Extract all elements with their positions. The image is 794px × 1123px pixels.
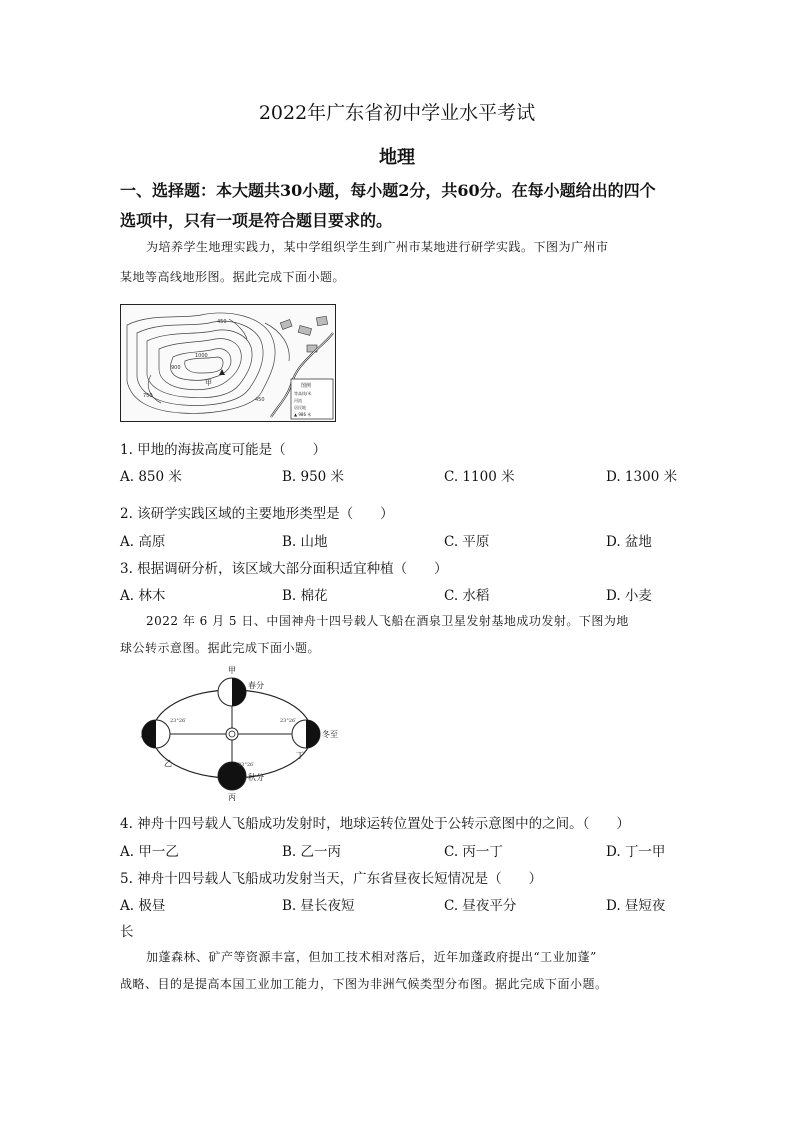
option-d[interactable]: D. 丁一甲 [606,844,666,860]
contour-label: 450 [255,397,265,403]
option-a[interactable]: A. 甲一乙 [120,844,179,860]
option-b[interactable]: B. 棉花 [282,588,328,604]
option-c[interactable]: C. 丙一丁 [444,844,503,860]
option-d[interactable]: D. 昼短夜 [606,898,666,914]
latitude-label: 23°26′ [238,762,255,768]
option-d[interactable]: D. 盆地 [606,534,652,550]
option-b[interactable]: B. 950 米 [282,469,345,485]
section-heading-line2: 选项中，只有一项是符合题目要求的。 [120,211,393,230]
option-d[interactable]: D. 小麦 [606,588,652,604]
option-c[interactable]: C. 平原 [444,534,490,550]
orbit-label-spring: 春分 [248,681,264,690]
legend-title: 图例 [301,383,312,389]
latitude-label: 23°26′ [280,718,297,724]
earth-spring [218,678,246,706]
option-c[interactable]: C. 水稻 [444,588,490,604]
legend-item: 等高线/米 [294,391,312,396]
question-2-stem: 2. 该研学实践区域的主要地形类型是（ ） [120,506,394,522]
section-heading-line1: 一、选择题：本大题共30小题，每小题2分，共60分。在每小题给出的四个 [120,181,656,200]
intro2-line2: 球公转示意图。据此完成下面小题。 [120,641,321,655]
option-b[interactable]: B. 山地 [282,534,328,550]
orbit-label-ding: 丁 [296,751,304,760]
earth-orbit-diagram [140,662,360,804]
question-3-options [120,584,680,604]
option-b[interactable]: B. 昼长夜短 [282,898,355,914]
contour-map [120,304,336,422]
intro3-line1: 加蓬森林、矿产等资源丰富，但加工技术相对落后，近年加蓬政府提出“工业加蓬” [146,950,597,964]
question-5-stem: 5. 神舟十四号载人飞船成功发射当天，广东省昼夜长短情况是（ ） [120,871,543,887]
orbit-label-yi: 乙 [164,759,172,768]
option-a[interactable]: A. 林木 [120,588,166,604]
question-5-options [120,894,680,914]
map-legend [291,379,333,419]
option-c[interactable]: C. 1100 米 [444,469,515,485]
orbit-label-jia: 甲 [228,666,236,675]
legend-item: 河流 [294,398,302,403]
question-3-stem: 3. 根据调研分析，该区域大部分面积适宜种植（ ） [120,561,448,577]
question-5-option-wrap: 长 [120,924,134,940]
intro1-line2: 某地等高线地形图。据此完成下面小题。 [120,270,346,284]
option-c[interactable]: C. 昼夜平分 [444,898,517,914]
orbit-label-autumn: 秋分 [248,773,264,782]
question-1-options [120,465,680,485]
contour-label: 900 [171,365,181,371]
intro3-line2: 战略、目的是提高本国工业加工能力，下图为非洲气候类型分布图。据此完成下面小题。 [120,977,608,991]
question-1-stem: 1. 甲地的海拔高度可能是（ ） [120,442,327,458]
orbit-label-summer: 夏至 [140,730,156,739]
legend-item: ▲ 986 米 [294,412,312,417]
subject-title: 地理 [379,147,415,168]
orbit-label-bing: 丙 [228,793,236,802]
question-2-options [120,530,680,550]
intro2-line1: 2022 年 6 月 5 日、中国神舟十四号载人飞船在酒泉卫星发射基地成功发射。下图为地 [146,614,629,628]
exam-title: 2022年广东省初中学业水平考试 [258,102,536,124]
contour-label: 1000 [195,353,208,359]
option-a[interactable]: A. 高原 [120,534,166,550]
contour-label: 450 [217,319,227,325]
option-a[interactable]: A. 极昼 [120,898,166,914]
contour-label: 750 [143,393,153,399]
earth-winter [292,720,320,748]
intro1-line1: 为培养学生地理实践力，某中学组织学生到广州市某地进行研学实践。下图为广州市 [146,240,609,254]
legend-item: 居民地 [294,405,306,410]
latitude-label: 23°26′ [170,718,187,724]
orbit-label-winter: 冬至 [322,730,338,739]
option-b[interactable]: B. 乙一丙 [282,844,342,860]
question-4-options [120,840,680,860]
question-4-stem: 4. 神舟十四号载人飞船成功发射时，地球运转位置处于公转示意图中的之间。（ ） [120,816,630,832]
option-d[interactable]: D. 1300 米 [606,469,678,485]
map-label-jia: 甲 [205,379,212,387]
option-a[interactable]: A. 850 米 [120,469,182,485]
